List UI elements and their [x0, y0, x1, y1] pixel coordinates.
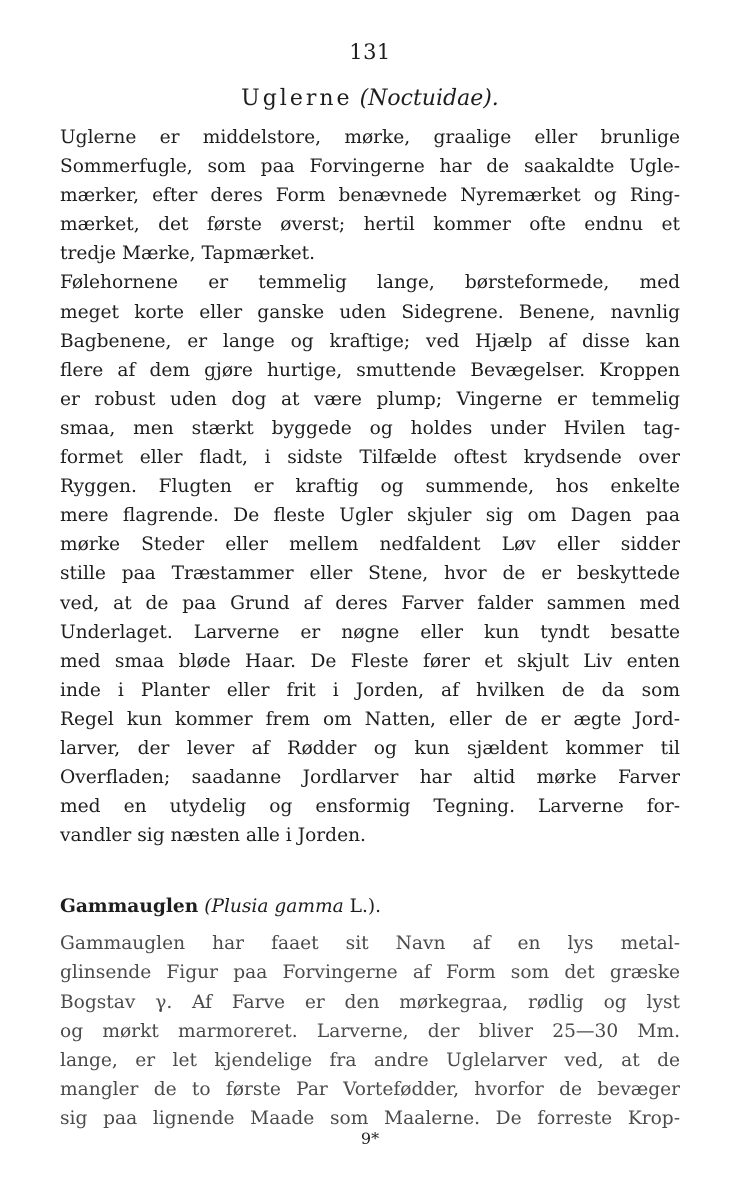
text-line: mangler de to første Par Vortefødder, hvorfor de bevæger [60, 1078, 680, 1100]
text-line: meget korte eller ganske uden Sidegrene. Benene, navnlig [60, 301, 680, 323]
text-line: Underlaget. Larverne er nøgne eller kun tyndt besatte [60, 621, 680, 643]
signature-mark: 9* [360, 1129, 380, 1148]
text-line: med en utydelig og ensformig Tegning. Larverne for- [60, 796, 680, 818]
subheading-gammauglen [60, 892, 680, 921]
text-line: Overfladen; saadanne Jordlarver har altid mørke Farver [60, 767, 680, 789]
paragraph-gammauglen [60, 929, 680, 1133]
text-line: stille paa Træstammer eller Stene, hvor de er beskyttede [60, 563, 680, 585]
book-page [60, 40, 680, 1148]
text-line: mørke Steder eller mellem nedfaldent Løv eller sidder [60, 534, 680, 556]
text-line: formet eller fladt, i sidste Tilfælde oftest krydsende over [60, 447, 680, 469]
text-line: Følehornene er temmelig lange, børsteformede, med [60, 272, 680, 294]
text-line: sig paa lignende Maade som Maalerne. De forreste Krop- [60, 1107, 680, 1129]
text-line: glinsende Figur paa Forvingerne af Form som det græske [60, 962, 680, 984]
text-line: ved, at de paa Grund af deres Farver falder sammen med [60, 592, 680, 614]
paragraph-uglerne-description [60, 268, 680, 850]
text-line: smaa, men stærkt byggede og holdes under Hvilen tag- [60, 417, 680, 439]
text-line: Regel kun kommer frem om Natten, eller de er ægte Jord- [60, 708, 680, 730]
text-line: mærket, det første øverst; hertil kommer ofte endnu et [60, 214, 680, 236]
text-line: Sommerfugle, som paa Forvingerne har de saakaldte Ugle- [60, 156, 680, 178]
text-line: Bogstav γ. Af Farve er den mørkegraa, rødlig og lyst [60, 991, 680, 1013]
text-line: Gammauglen har faaet sit Navn af en lys metal- [60, 933, 680, 955]
paragraph-uglerne-intro [60, 123, 680, 268]
section-title [60, 86, 680, 111]
subheading-main: Gammauglen [60, 896, 199, 918]
text-line: med smaa bløde Haar. De Fleste fører et skjult Liv enten [60, 650, 680, 672]
text-line: Uglerne er middelstore, mørke, graalige eller brunlige [60, 127, 680, 148]
text-line: tredje Mærke, Tapmærket. [60, 243, 316, 265]
page-number: 131 [349, 40, 391, 64]
subheading-author: L.). [349, 896, 382, 918]
text-line: flere af dem gjøre hurtige, smuttende Bevægelser. Kroppen [60, 359, 680, 381]
text-line: mere flagrende. De fleste Ugler skjuler sig om Dagen paa [60, 505, 680, 527]
subheading-latin: (Plusia gamma [204, 896, 344, 918]
text-line: vandler sig næsten alle i Jorden. [60, 825, 366, 847]
text-line: inde i Planter eller frit i Jorden, af hvilken de da som [60, 679, 680, 701]
text-line: larver, der lever af Rødder og kun sjældent kommer til [60, 737, 680, 759]
text-line: mærker, efter deres Form benævnede Nyremærket og Ring- [60, 185, 680, 207]
section-title-main: Uglerne [241, 86, 353, 111]
text-line: Bagbenene, er lange og kraftige; ved Hjælp af disse kan [60, 330, 680, 352]
text-line: lange, er let kjendelige fra andre Uglelarver ved, at de [60, 1049, 680, 1071]
text-line: og mørkt marmoreret. Larverne, der bliver 25—30 Mm. [60, 1020, 680, 1042]
text-line: er robust uden dog at være plump; Vingerne er temmelig [60, 388, 680, 410]
text-line: Ryggen. Flugten er kraftig og summende, hos enkelte [60, 476, 680, 498]
section-title-latin: (Noctuidae). [359, 86, 499, 111]
